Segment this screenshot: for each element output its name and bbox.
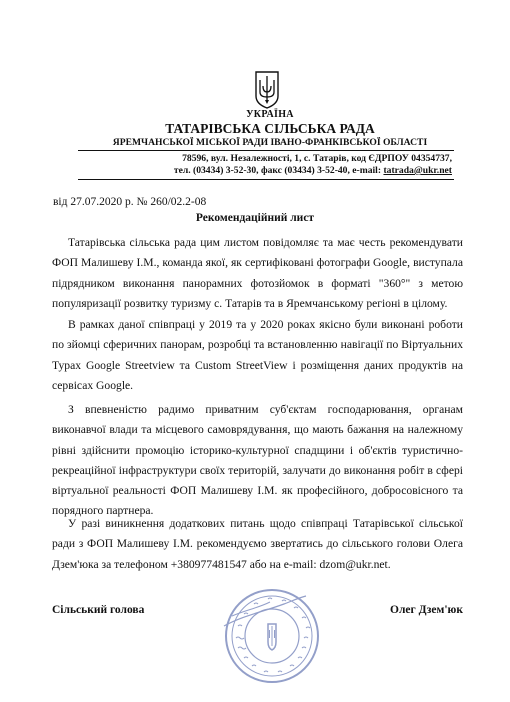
paragraph-1	[52, 233, 463, 320]
official-stamp	[222, 586, 322, 686]
address-line-2	[92, 165, 452, 177]
council-email-link[interactable]: tatrada@ukr.net	[383, 165, 452, 176]
address-line-1: 78596, вул. Незалежності, 1, с. Татарів, код ЄДРПОУ 04354737,	[182, 153, 452, 164]
paragraph-3	[52, 400, 463, 528]
date-and-number: від 27.07.2020 р. № 260/02.2-08	[53, 196, 207, 208]
header-divider-top	[78, 150, 454, 151]
signatory-name: Олег Дзем'юк	[390, 604, 463, 616]
header-divider-bottom	[78, 179, 454, 180]
country-name: УКРАЇНА	[246, 109, 294, 120]
paragraph-4	[52, 514, 463, 581]
paragraph-1-text: Татарівська сільська рада цим листом повідомляє та має честь рекомендувати ФОП Малишеву І.М., команда якої, як сертифіковані фотографи Google, виступала підрядником виконання панорамних фотозйомок в форматі "360°" з метою популяризації розвитку туризму с. Татарів та в Яремчанському регіоні в цілому.	[52, 236, 463, 310]
district-name: ЯРЕМЧАНСЬКОЇ МІСЬКОЇ РАДИ ІВАНО-ФРАНКІВСЬКОЇ ОБЛАСТІ	[112, 137, 428, 148]
paragraph-2	[52, 315, 463, 402]
council-name: ТАТАРІВСЬКА СІЛЬСЬКА РАДА	[165, 121, 375, 136]
paragraph-4-text: У разі виникнення додаткових питань щодо співпраці Татарівської сільської ради з ФОП Малишеву І.М. рекомендуємо звертатись до сільського голови Олега Дзем'юка за телефоном +380977481547 або на e-mail: dzom@ukr.net.	[52, 517, 463, 571]
paragraph-2-text: В рамках даної співпраці у 2019 та у 2020 роках якісно були виконані роботи по зйомці сферичних панорам, розробці та встановленню навігації по Віртуальних Турах Google Streetview та Custom StreetView і розміщення даних продуктів на сервісах Google.	[52, 318, 463, 392]
paragraph-3-text: З впевненістю радимо приватним суб'єктам господарювання, органам виконавчої влади та місцевого самоврядування, що мають бажання на належному рівні здійснити промоцію історико-культурної спадщини і об'єктів туристично-рекреаційної інфраструктури своїх територій, залучати до виконання робіт в сфері віртуальної реальності ФОП Малишеву І.М. як професійного, добросовісного та порядного партнера.	[52, 403, 463, 518]
signatory-position: Сільський голова	[52, 604, 145, 616]
document-title: Рекомендаційний лист	[195, 212, 315, 224]
contact-phones: тел. (03434) 3-52-30, факс (03434) 3-52-40, e-mail:	[173, 165, 384, 176]
trident-icon	[254, 70, 280, 110]
